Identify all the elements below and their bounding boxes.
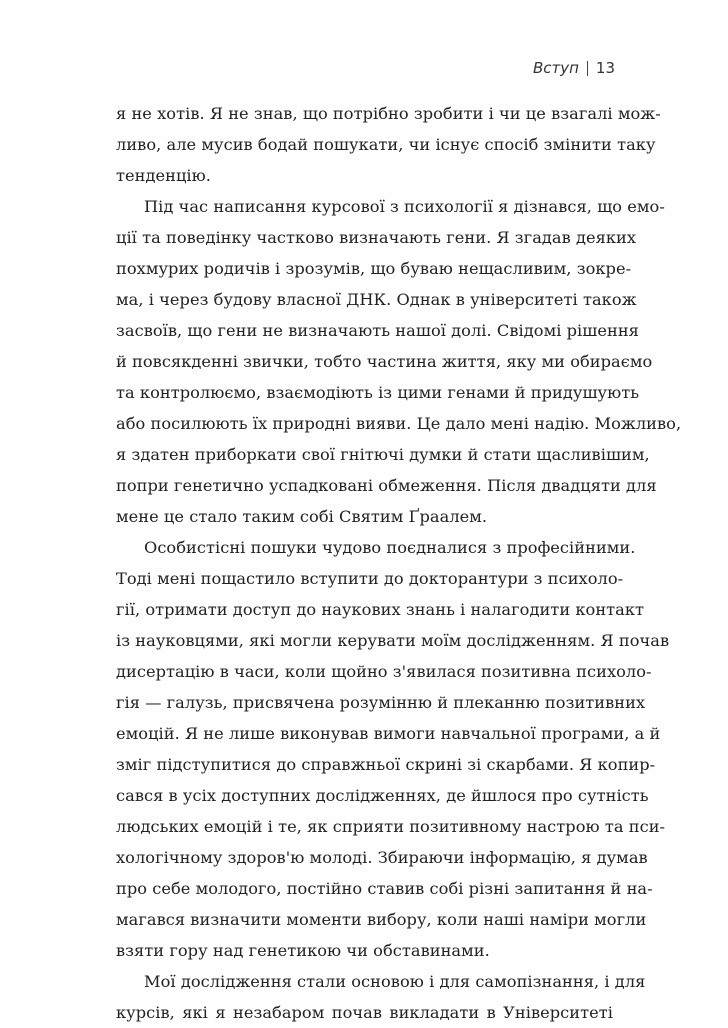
text-line: сався в усіх доступних дослідженнях, де йшлося про сутність	[116, 786, 649, 805]
text-line: Тоді мені пощастило вступити до докторантури з психоло-	[116, 569, 624, 588]
text-line: Під час написання курсової з психології я дізнався, що емо-	[144, 197, 665, 216]
text-line: магався визначити моменти вибору, коли наші наміри могли	[116, 910, 647, 929]
text-line: та контролюємо, взаємодіють із цими генами й придушують	[116, 383, 640, 402]
text-line: дисертацію в часи, коли щойно з'явилася позитивна психоло-	[116, 662, 652, 681]
text-line: мене це стало таким собі Святим Ґраалем.	[116, 507, 488, 526]
text-line: ма, і через будову власної ДНК. Однак в університеті також	[116, 290, 637, 309]
text-line: із науковцями, які могли керувати моїм дослідженням. Я почав	[116, 631, 670, 650]
text-line: Мої дослідження стали основою і для самопізнання, і для	[144, 972, 646, 991]
text-line: попри генетично успадковані обмеження. Після двадцяти для	[116, 476, 657, 495]
text-line: взяти гору над генетикою чи обставинами.	[116, 941, 490, 960]
paragraph	[116, 98, 661, 191]
text-line: емоцій. Я не лише виконував вимоги навчальної програми, а й	[116, 724, 661, 743]
text-line: гії, отримати доступ до наукових знань і налагодити контакт	[116, 600, 645, 619]
text-line: похмурих родичів і зрозумів, що буваю нещасливим, зокре-	[116, 259, 632, 278]
body-text	[116, 98, 682, 1028]
section-title: Вступ	[532, 59, 579, 77]
text-line: засвоїв, що гени не визначають нашої долі. Свідомі рішення	[116, 321, 639, 340]
text-line: Особистісні пошуки чудово поєдналися з професійними.	[144, 538, 636, 557]
text-line: я не хотів. Я не знав, що потрібно зробити і чи це взагалі мож-	[116, 104, 661, 123]
paragraph	[116, 966, 646, 1028]
text-line: зміг підступитися до справжньої скрині зі скарбами. Я копир-	[116, 755, 656, 774]
text-line: тенденцію.	[116, 166, 211, 185]
paragraph	[116, 532, 670, 966]
text-line: про себе молодого, постійно ставив собі різні запитання й на-	[116, 879, 653, 898]
text-line: ливо, але мусив бодай пошукати, чи існує спосіб змінити таку	[116, 135, 656, 154]
text-line: людських емоцій і те, як сприяти позитивному настрою та пси-	[116, 817, 666, 836]
text-line: гія — галузь, присвячена розумінню й плеканню позитивних	[116, 693, 646, 712]
text-line: й повсякденні звички, тобто частина життя, яку ми обираємо	[116, 352, 653, 371]
text-line: курсів, які я незабаром почав викладати в Університеті	[116, 1003, 613, 1022]
running-header	[533, 59, 615, 77]
text-line: хологічному здоров'ю молоді. Збираючи інформацію, я думав	[116, 848, 648, 867]
header-divider	[587, 61, 588, 76]
text-line: я здатен приборкати свої гнітючі думки й стати щасливішим,	[116, 445, 650, 464]
page-number: 13	[595, 59, 615, 77]
text-line: або посилюють їх природні вияви. Це дало мені надію. Можливо,	[116, 414, 682, 433]
text-line: ції та поведінку частково визначають гени. Я згадав деяких	[116, 228, 637, 247]
paragraph	[116, 191, 682, 532]
